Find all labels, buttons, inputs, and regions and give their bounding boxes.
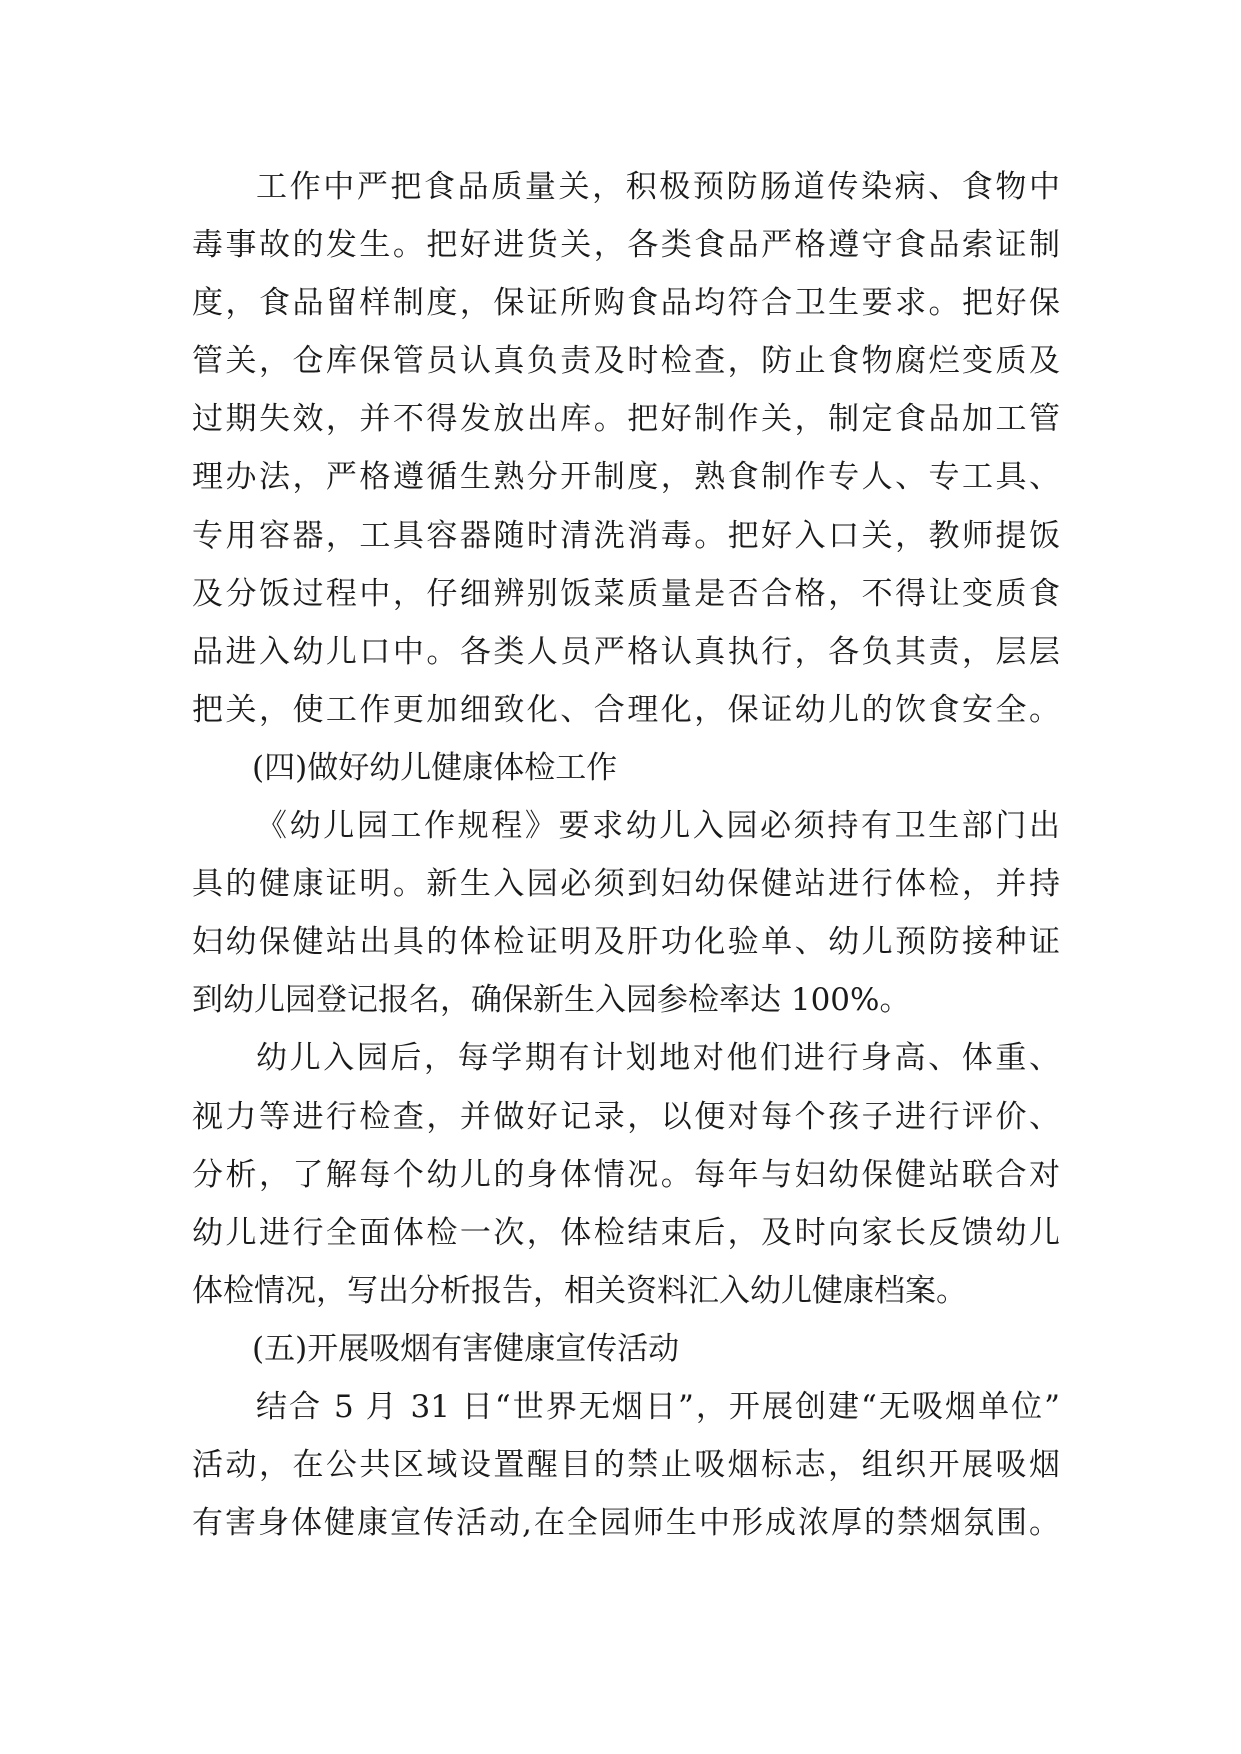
text-line: 《幼儿园工作规程》要求幼儿入园必须持有卫生部门出 — [256, 808, 1060, 845]
text-line: 体检情况，写出分析报告，相关资料汇入幼儿健康档案。 — [192, 1272, 967, 1309]
text-line: 过期失效，并不得发放出库。把好制作关，制定食品加工管 — [192, 401, 1060, 438]
text-line: 分析，了解每个幼儿的身体情况。每年与妇幼保健站联合对 — [192, 1156, 1060, 1193]
text-line: 毒事故的发生。把好进货关，各类食品严格遵守食品索证制 — [192, 227, 1060, 264]
text-line: 把关，使工作更加细致化、合理化，保证幼儿的饮食安全。 — [192, 691, 1060, 728]
text-line: 幼儿进行全面体检一次，体检结束后，及时向家长反馈幼儿 — [192, 1214, 1060, 1251]
text-line: 工作中严把食品质量关，积极预防肠道传染病、食物中 — [256, 169, 1060, 205]
text-line: 视力等进行检查，并做好记录，以便对每个孩子进行评价、 — [192, 1098, 1060, 1135]
text-line: 幼儿入园后，每学期有计划地对他们进行身高、体重、 — [256, 1040, 1060, 1077]
text-line: 理办法，严格遵循生熟分开制度，熟食制作专人、专工具、 — [192, 459, 1060, 496]
text-line: 管关，仓库保管员认真负责及时检查，防止食物腐烂变质及 — [192, 343, 1060, 380]
text-line: 具的健康证明。新生入园必须到妇幼保健站进行体检，并持 — [192, 866, 1060, 903]
section-heading: (五)开展吸烟有害健康宣传活动 — [252, 1330, 680, 1367]
text-line: 专用容器，工具容器随时清洗消毒。把好入口关，教师提饭 — [192, 517, 1060, 554]
text-line: 及分饭过程中，仔细辨别饭菜质量是否合格，不得让变质食 — [192, 575, 1060, 612]
text-line: 品进入幼儿口中。各类人员严格认真执行，各负其责，层层 — [192, 633, 1060, 670]
text-line: 度，食品留样制度，保证所购食品均符合卫生要求。把好保 — [192, 285, 1060, 322]
section-heading: (四)做好幼儿健康体检工作 — [252, 749, 618, 786]
text-line: 妇幼保健站出具的体检证明及肝功化验单、幼儿预防接种证 — [192, 924, 1060, 961]
text-line: 活动，在公共区域设置醒目的禁止吸烟标志，组织开展吸烟 — [192, 1447, 1060, 1484]
text-line: 结合 5 月 31 日“世界无烟日”，开展创建“无吸烟单位” — [256, 1388, 1060, 1425]
text-line: 到幼儿园登记报名，确保新生入园参检率达 100%。 — [192, 982, 911, 1019]
document-page — [192, 158, 1060, 1552]
text-line: 有害身体健康宣传活动,在全园师生中形成浓厚的禁烟氛围。 — [192, 1505, 1060, 1542]
